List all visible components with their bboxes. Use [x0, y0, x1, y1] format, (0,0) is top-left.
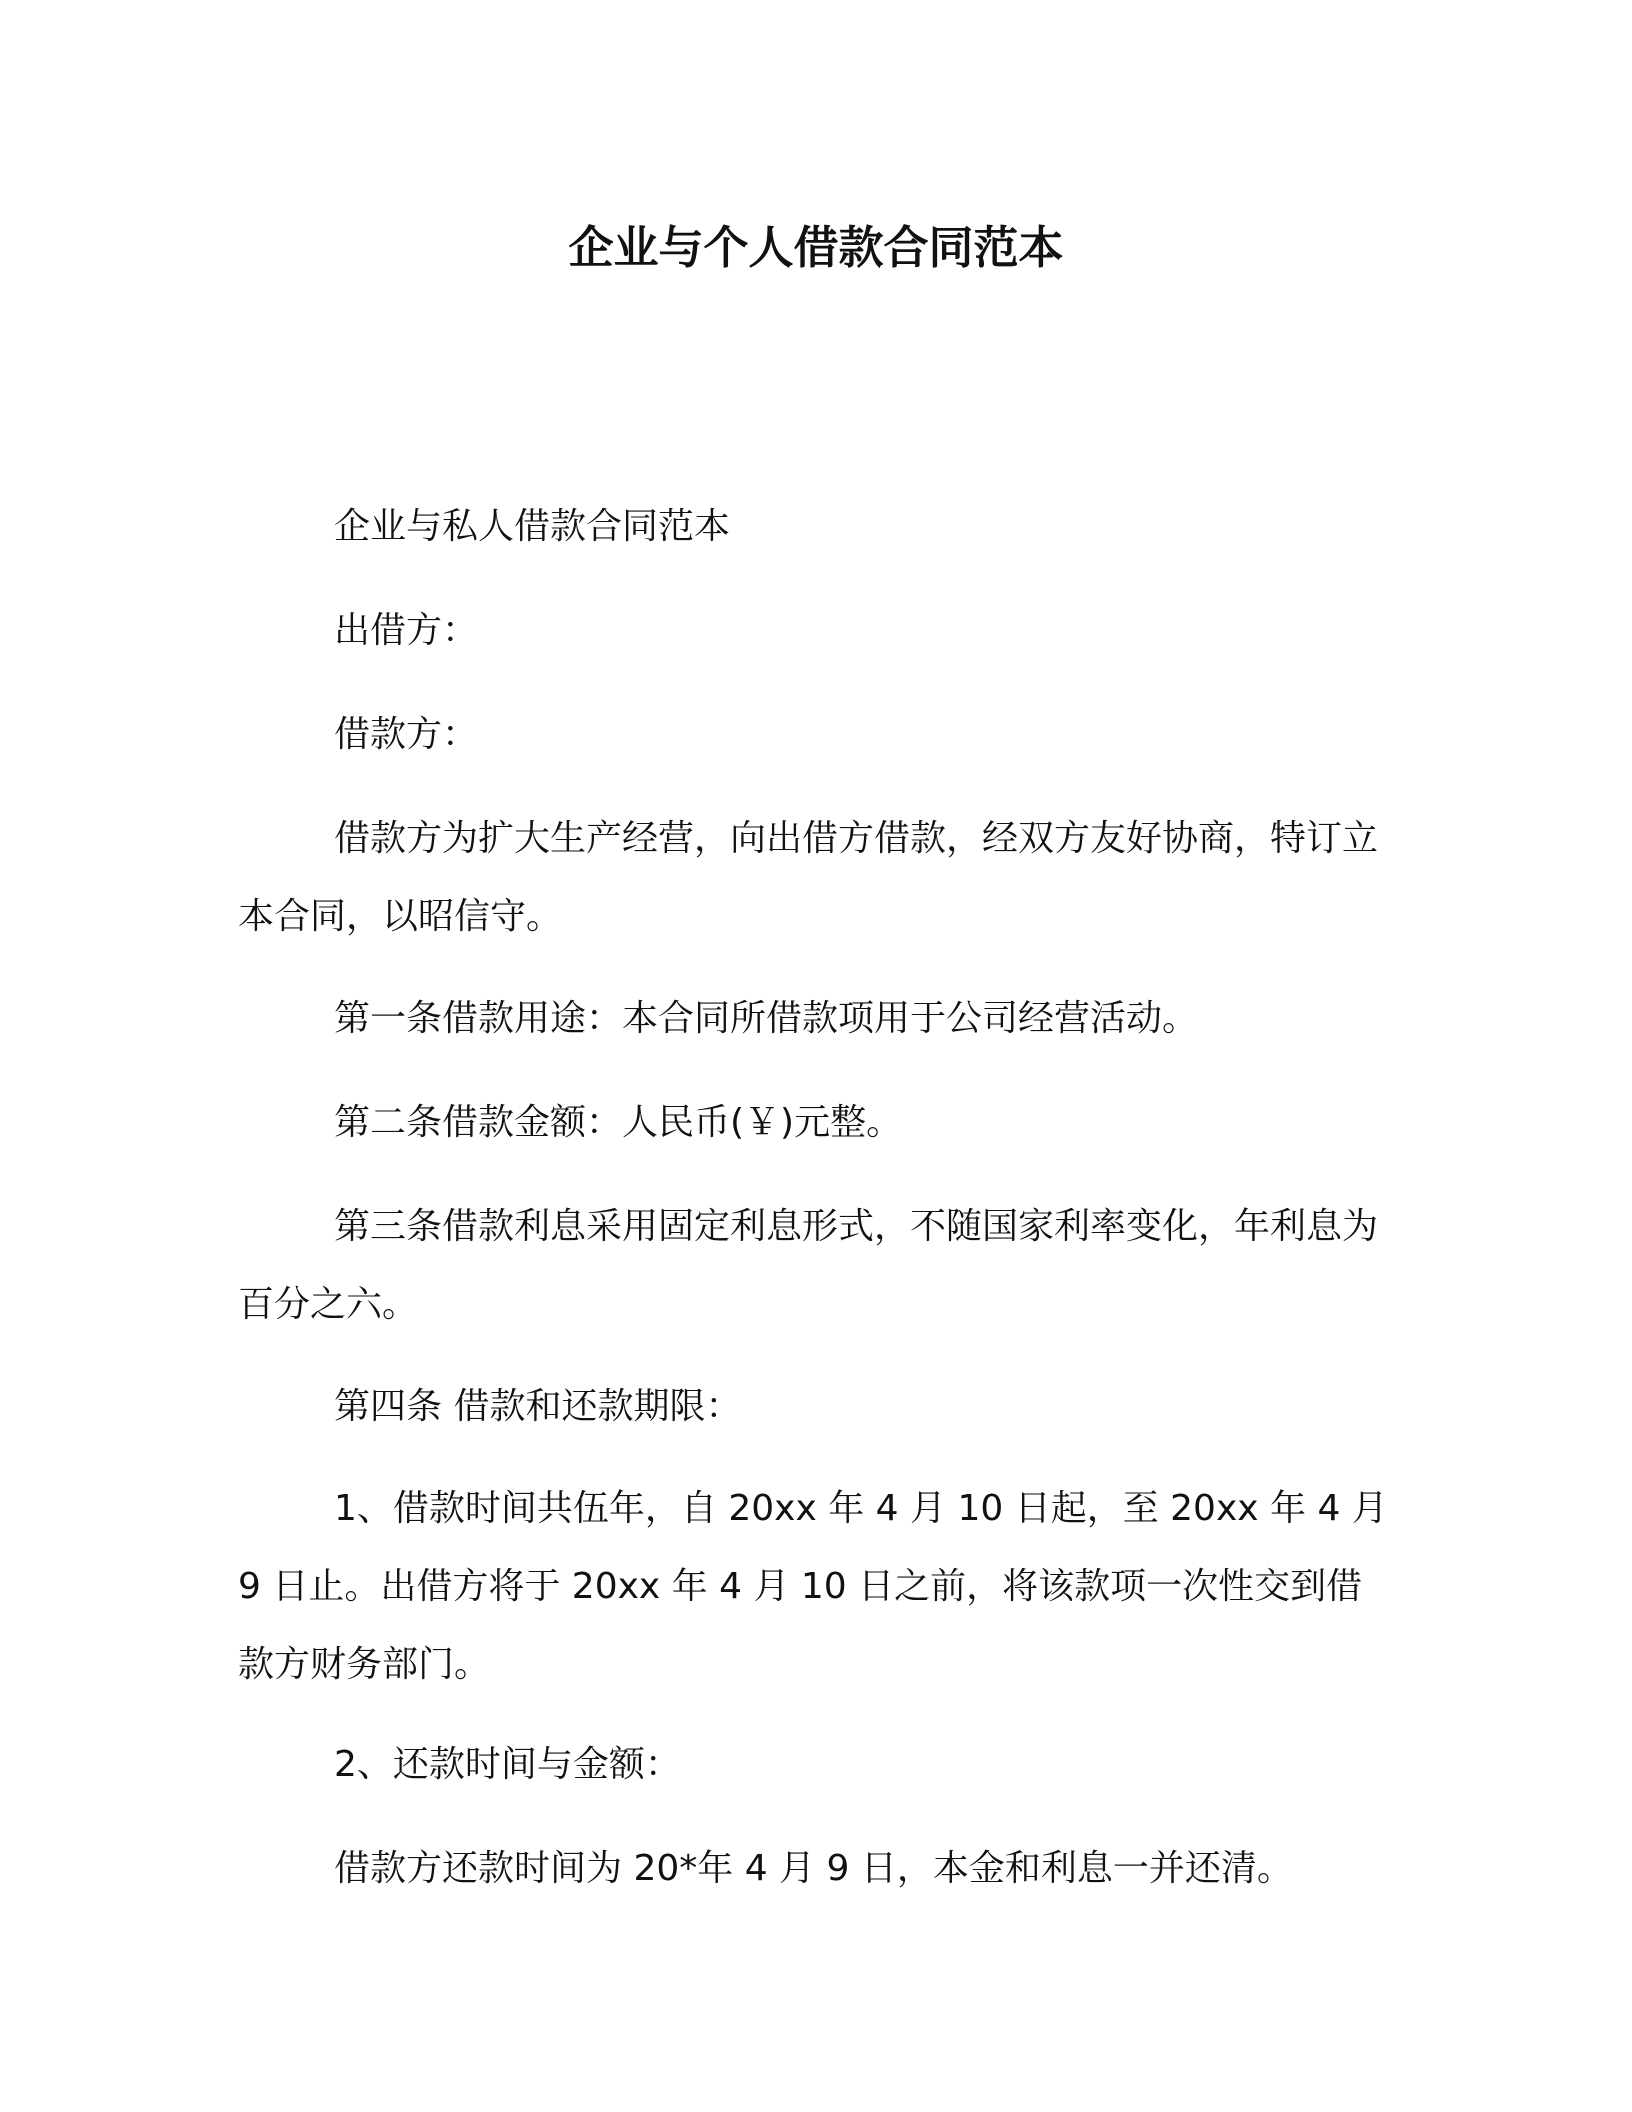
subtitle-paragraph: 企业与私人借款合同范本 [334, 506, 731, 547]
article-1-paragraph: 第一条借款用途：本合同所借款项用于公司经营活动。 [334, 998, 1199, 1039]
repayment-paragraph: 借款方还款时间为 20*年 4 月 9 日，本金和利息一并还清。 [334, 1848, 1293, 1889]
article-2-paragraph: 第二条借款金额：人民币(￥)元整。 [334, 1102, 903, 1143]
clause-1-paragraph: 1、借款时间共伍年，自 20xx 年 4 月 10 日起，至 20xx 年 4 月 9 日止。出借方将于 20xx 年 4 月 10 日之前，将该款项一次性交到借款方财务部门。 [238, 1488, 1388, 1685]
borrower-field: 借款方： [334, 714, 479, 755]
preamble-paragraph: 借款方为扩大生产经营，向出借方借款，经双方友好协商，特订立本合同，以昭信守。 [238, 818, 1379, 937]
article-3-paragraph: 第三条借款利息采用固定利息形式，不随国家利率变化，年利息为百分之六。 [238, 1206, 1379, 1325]
document-title: 企业与个人借款合同范本 [568, 221, 1064, 274]
article-4-paragraph: 第四条 借款和还款期限： [334, 1386, 742, 1427]
clause-2-paragraph: 2、还款时间与金额： [334, 1744, 681, 1785]
lender-field: 出借方： [334, 610, 479, 651]
